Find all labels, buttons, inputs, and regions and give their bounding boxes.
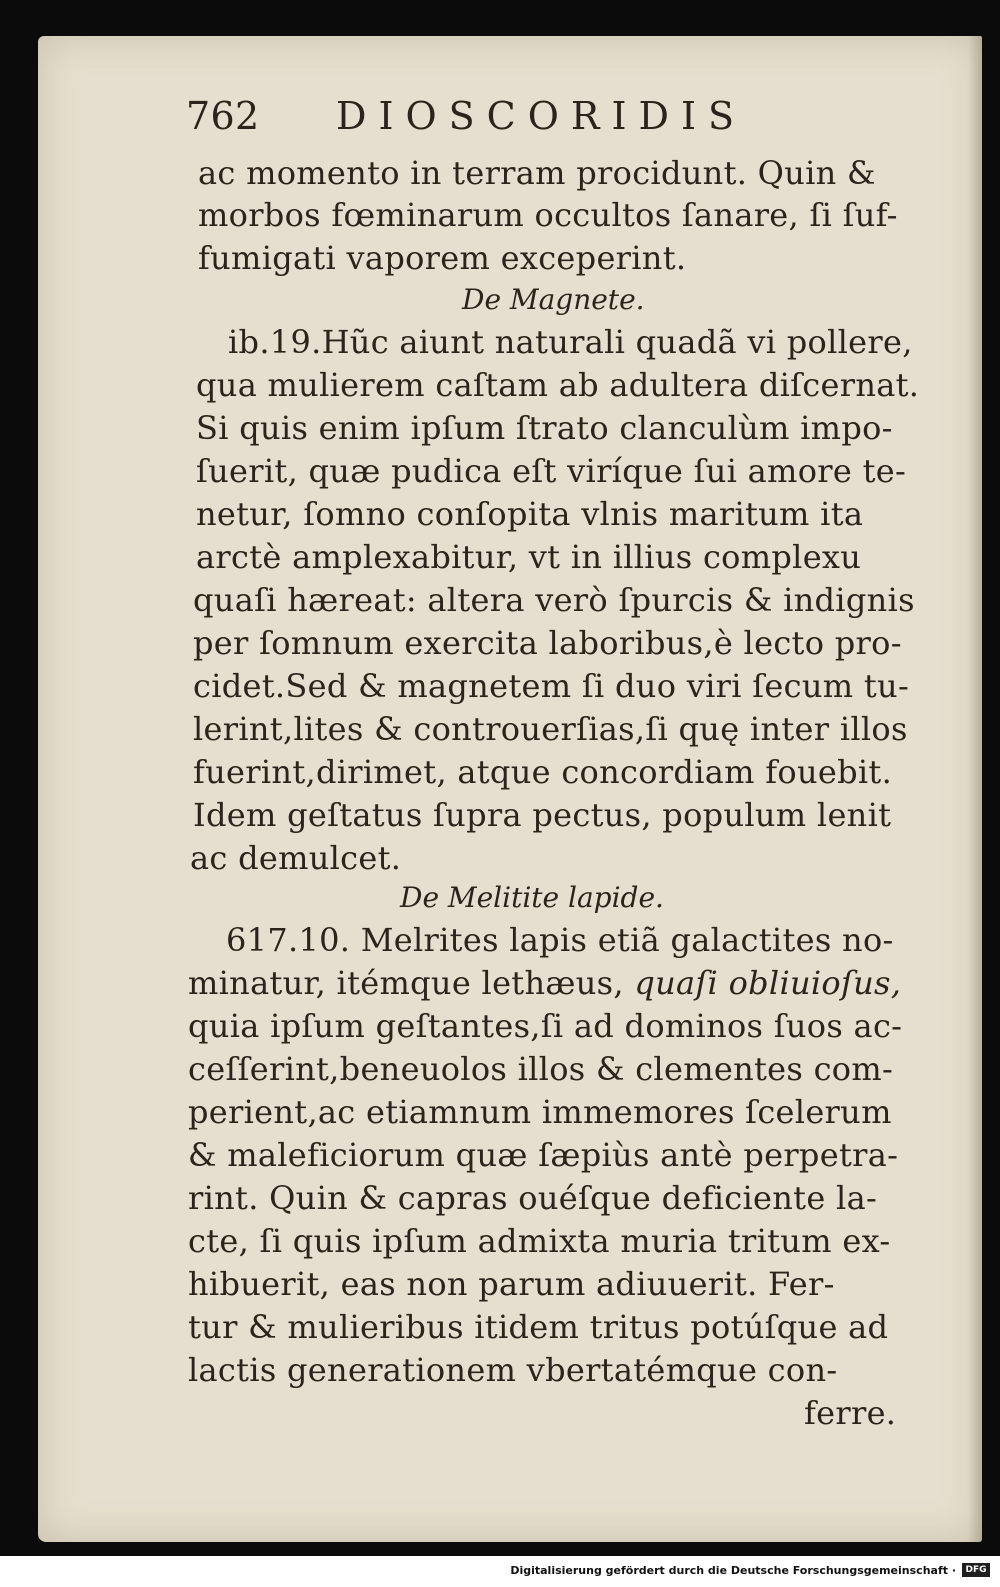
funding-credit: Digitalisierung gefördert durch die Deutsche Forschungsgemeinschaft · [510, 1564, 956, 1577]
section-heading-melitite: De Melitite lapide. [400, 881, 664, 914]
text-line: fumigati vaporem exceperint. [198, 239, 687, 277]
text-line: Si quis enim ipſum ſtrato clanculùm impo- [196, 409, 893, 447]
text-span: minatur, itémque lethæus, [188, 964, 624, 1002]
running-title: DIOSCORIDIS [336, 94, 747, 138]
text-line: ſuerit, quæ pudica eſt viríque ſui amore te- [196, 452, 907, 490]
text-line: ac momento in terram procidunt. Quin & [198, 154, 876, 192]
text-line: quia ipſum geſtantes,ſi ad dominos ſuos ac- [188, 1007, 903, 1045]
text-line: tur & mulieribus itidem tritus potúſque ad [188, 1308, 889, 1346]
text-line: Idem geſtatus ſupra pectus, populum lenit [193, 796, 892, 834]
text-line: quaſi hæreat: altera verò ſpurcis & indignis [193, 581, 915, 619]
text-line: qua mulierem caſtam ab adultera diſcernat. [196, 366, 920, 404]
text-line: morbos fœminarum occultos ſanare, ſi ſuf- [198, 196, 898, 234]
section-heading-magnete: De Magnete. [462, 283, 645, 316]
text-line: 617.10. Melrites lapis etiã galactites no- [226, 921, 894, 959]
text-line: cte, ſi quis ipſum admixta muria tritum ex- [188, 1222, 891, 1260]
text-line: ceſſerint,beneuolos illos & clementes com- [188, 1050, 894, 1088]
dfg-logo: DFG [962, 1563, 990, 1577]
text-line-catchword: ferre. [804, 1394, 897, 1432]
text-line: cidet.Sed & magnetem ſi duo viri ſecum tu- [193, 667, 910, 705]
book-page [38, 36, 982, 1542]
text-line: rint. Quin & capras ouéſque deficiente la- [188, 1179, 878, 1217]
text-line: ib.19.Hũc aiunt naturali quadã vi pollere, [228, 323, 913, 361]
text-line: lactis generationem vbertatémque con- [188, 1351, 838, 1389]
text-line: hibuerit, eas non parum adiuuerit. Fer- [188, 1265, 835, 1303]
page-edge-shadow [968, 36, 982, 1542]
text-line: ac demulcet. [190, 839, 402, 877]
text-line: arctè amplexabitur, vt in illius complexu [196, 538, 862, 576]
text-line: per ſomnum exercita laboribus,è lecto pro- [193, 624, 902, 662]
text-line: fuerint,dirimet, atque concordiam fouebit. [193, 753, 893, 791]
italic-gloss: quaſi obliuioſus, [634, 964, 902, 1002]
text-line: lerint,lites & controuerſias,ſi quę inter illos [193, 710, 908, 748]
digitization-footer [0, 1556, 1000, 1587]
text-line: & maleficiorum quæ ſæpiùs antè perpetra- [188, 1136, 899, 1174]
text-line: netur, ſomno conſopita vlnis maritum ita [196, 495, 864, 533]
text-line: perient,ac etiamnum immemores ſcelerum [188, 1093, 892, 1131]
text-line-mixed [188, 964, 901, 1002]
page-number: 762 [186, 94, 260, 138]
